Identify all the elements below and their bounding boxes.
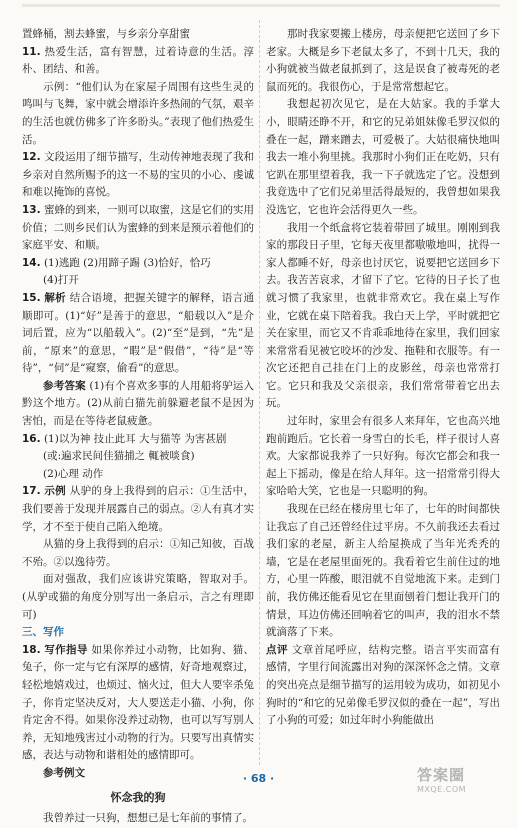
question-11-example: 示例：“他们认为在家屋子周围有这些生灵的鸣叫与飞舞，家中就会增添许多热闹的气氛，艰辛的生活也就仿佛多了许多盼头。”表现了他们热爱生活。	[22, 80, 254, 146]
question-12	[22, 149, 254, 202]
question-14	[22, 255, 254, 273]
answer-text: 文段运用了细节描写，生动传神地表现了我和乡亲对自然所赐予的这一不易的宝贝的小心、虔诚和难以掩饰的喜悦。	[22, 151, 254, 199]
question-16-line2: (或:遍求民间佳猫捕之 輒被啖食)	[43, 450, 195, 463]
question-18	[22, 642, 254, 765]
analysis-label: 解析	[44, 291, 67, 304]
reference-essay-label: 参考例文	[43, 766, 85, 779]
answer-text: (1)以为神 技止此耳 大与猫等 为害甚剧	[43, 432, 227, 445]
question-16	[22, 431, 254, 449]
question-11	[22, 44, 254, 79]
question-16-line3: (2)心理 动作	[43, 467, 104, 480]
question-17-line2: 从猫的身上我得到的启示：①知己知彼，百战不殆。②以逸待劳。	[22, 538, 254, 568]
right-column	[266, 26, 500, 730]
essay-paragraph: 我现在已经在楼房里七年了，七年的时间都快让我忘了自己还曾经住过平房。不久前我还去看过我们家的老屋，新主人给屋换成了当年光秃秃的墙，它是在老屋里面死的。我看着它生前住过的地方，心里一阵酸，眼泪就不自觉地流下来。走到门前，我仿佛还能看见它在里面刨着门想让我开门的情景，耳边仿佛还回响着它的叫声，我的泪水不禁就滴落了下来。	[266, 503, 500, 639]
question-number: 13.	[22, 203, 41, 216]
question-13	[22, 202, 254, 255]
left-column	[22, 26, 254, 828]
question-number: 12.	[22, 151, 41, 164]
question-number: 14.	[22, 256, 41, 269]
essay-paragraph: 过年时，家里会有很多人来拜年，它也高兴地跑前跑后。它长着一身雪白的长毛，样子很讨人喜欢。大家都说我养了一只好狗。每次它都会和我一起上下摇动，像是在给人拜年。这一招常常引得大家哈哈大笑，它也是一只聪明的狗。	[266, 415, 500, 498]
essay-paragraph: 我曾养过一只狗，想想已是七年前的事情了。	[43, 812, 253, 825]
question-number: 16.	[22, 432, 41, 445]
column-divider	[259, 20, 260, 765]
answer-text: 蜜蜂的到来，一则可以取蜜，这是它们的实用价值；二则乡民们认为蜜蜂的到来是预示着他们的家庭平安、和顺。	[22, 203, 254, 252]
question-17	[22, 483, 254, 536]
essay-paragraph: 我用一个纸盒将它装着带回了城里。刚刚到我家的那段日子里，它每天夜里都嗷嗷地叫，扰得一家人都睡不好，母亲也讨厌它，说要把它送回乡下去。我苦苦哀求，才留下了它。它待的日子长了也就习惯了我家里，也就非常欢它。我在桌上写作业，它就在桌下陪着我。我白天上学，平时就把它关在家里，而它又不肯乖乖地待在家里，我们回家来常常看见被它咬坏的沙发、拖鞋和衣服等。有一次它还把自己挂在门上的皮影丝，母亲也常常打它。它只和我及父亲很亲，我们常常带着它出去玩。	[266, 221, 500, 410]
answer-text: (1)逃跑 (2)用蹄子踢 (3)恰好，恰巧	[43, 256, 211, 269]
question-number: 18.	[22, 643, 41, 656]
guide-text: 如果你养过小动物，比如狗、猫、兔子，你一定与它有深厚的感情，好奇地观察过，轻松地嬉戏过，也烦过、恼火过，但大人要宰杀兔子，你肯定坚决反对，大人要送走小猫、小狗，你肯定舍不得。如果你没养过动物，也可以写写别人养，无知地残害过小动物的行为。只要写出真情实感，表达与动物和谐相处的感情即可。	[22, 643, 255, 762]
watermark-logo-text: 答案圈	[417, 766, 466, 784]
question-17-line3: 面对强敌，我们应该讲究策略，智取对手。(从驴或猫的角度分别写出一条启示，言之有理即可)	[22, 573, 254, 621]
essay-comment	[266, 642, 500, 730]
comment-label: 点评	[266, 643, 288, 656]
top-cropped-line	[22, 4, 500, 14]
continued-line: 置蜂桶，割去蜂蜜，与乡亲分享甜蜜	[22, 28, 190, 40]
question-15-answer	[22, 378, 254, 431]
question-14-line2: (4)打开	[43, 274, 79, 287]
answer-label: 参考答案	[43, 379, 86, 392]
essay-paragraph: 我想起初次见它，是在大姑家。我的手掌大小，眼睛还睁不开，和它的兄弟姐妹像毛罗汉似的叠在一起，蹭来蹭去，可爱极了。大姑很痛快地叫我去一堆小狗里挑。我那时小狗们正在吃奶，只有它趴在那里望着我，我一下子就选定了它。没想到我竟选中了它们兄弟里活得最短的，我曾想如果我没选它，它也许会活得更久一些。	[266, 98, 500, 216]
example-label: 示例	[44, 485, 67, 498]
answer-text: 从驴的身上我得到的启示：①生活中，我们要善于发现并展露自己的弱点。②人有真才实学，才不至于使自己陷入绝境。	[22, 485, 255, 533]
question-number: 17.	[22, 485, 41, 498]
question-number: 15.	[22, 291, 41, 304]
watermark-url: MXQE.COM	[417, 785, 467, 794]
question-15	[22, 290, 254, 378]
answer-text: 热爱生活，富有智慧，过着诗意的生活。淳朴、团结、和善。	[22, 45, 255, 76]
analysis-text: 结合语境，把握关键字的解释，语言通顺即可。(1)“好”是善于的意思，“船载以入”是介词后置，应为“以船载入”。(2)“至”是到，“先”是前，“原来”的意思，“暇”是“假借”，“待”是“等待”，“伺”是“窥察，偷看”的意思。	[22, 291, 255, 375]
site-watermark	[417, 764, 509, 794]
essay-paragraph: 那时我家要搬上楼房，母亲便把它送回了乡下老家。大概是乡下老鼠太多了，不到十几天，我的小狗就被当做老鼠抓到了，这是误食了被毒死的老鼠而死的。我很伤心，于是常常想起它。	[266, 28, 500, 93]
answer-text: (1)有个喜欢多事的人用船将驴运入黔这个地方。(2)从前白猫先前躲避老鼠不是因为害怕，而是在等待老鼠疲惫。	[22, 379, 255, 428]
section-heading-writing: 三、写作	[22, 626, 64, 639]
question-number: 11.	[22, 45, 41, 58]
guide-label: 写作指导	[44, 643, 88, 656]
essay-title: 怀念我的狗	[110, 790, 166, 804]
page-number: · 68 ·	[242, 772, 275, 785]
comment-text: 文章首尾呼应，结构完整。语言平实而富有感情，字里行间流露出对狗的深深怀念之情。文章的突出亮点是细节描写的运用较为成功，如初见小狗时的“和它的兄弟像毛罗汉似的叠在一起”，写出了小狗的可爱；如过年时小狗能做出	[266, 643, 501, 727]
